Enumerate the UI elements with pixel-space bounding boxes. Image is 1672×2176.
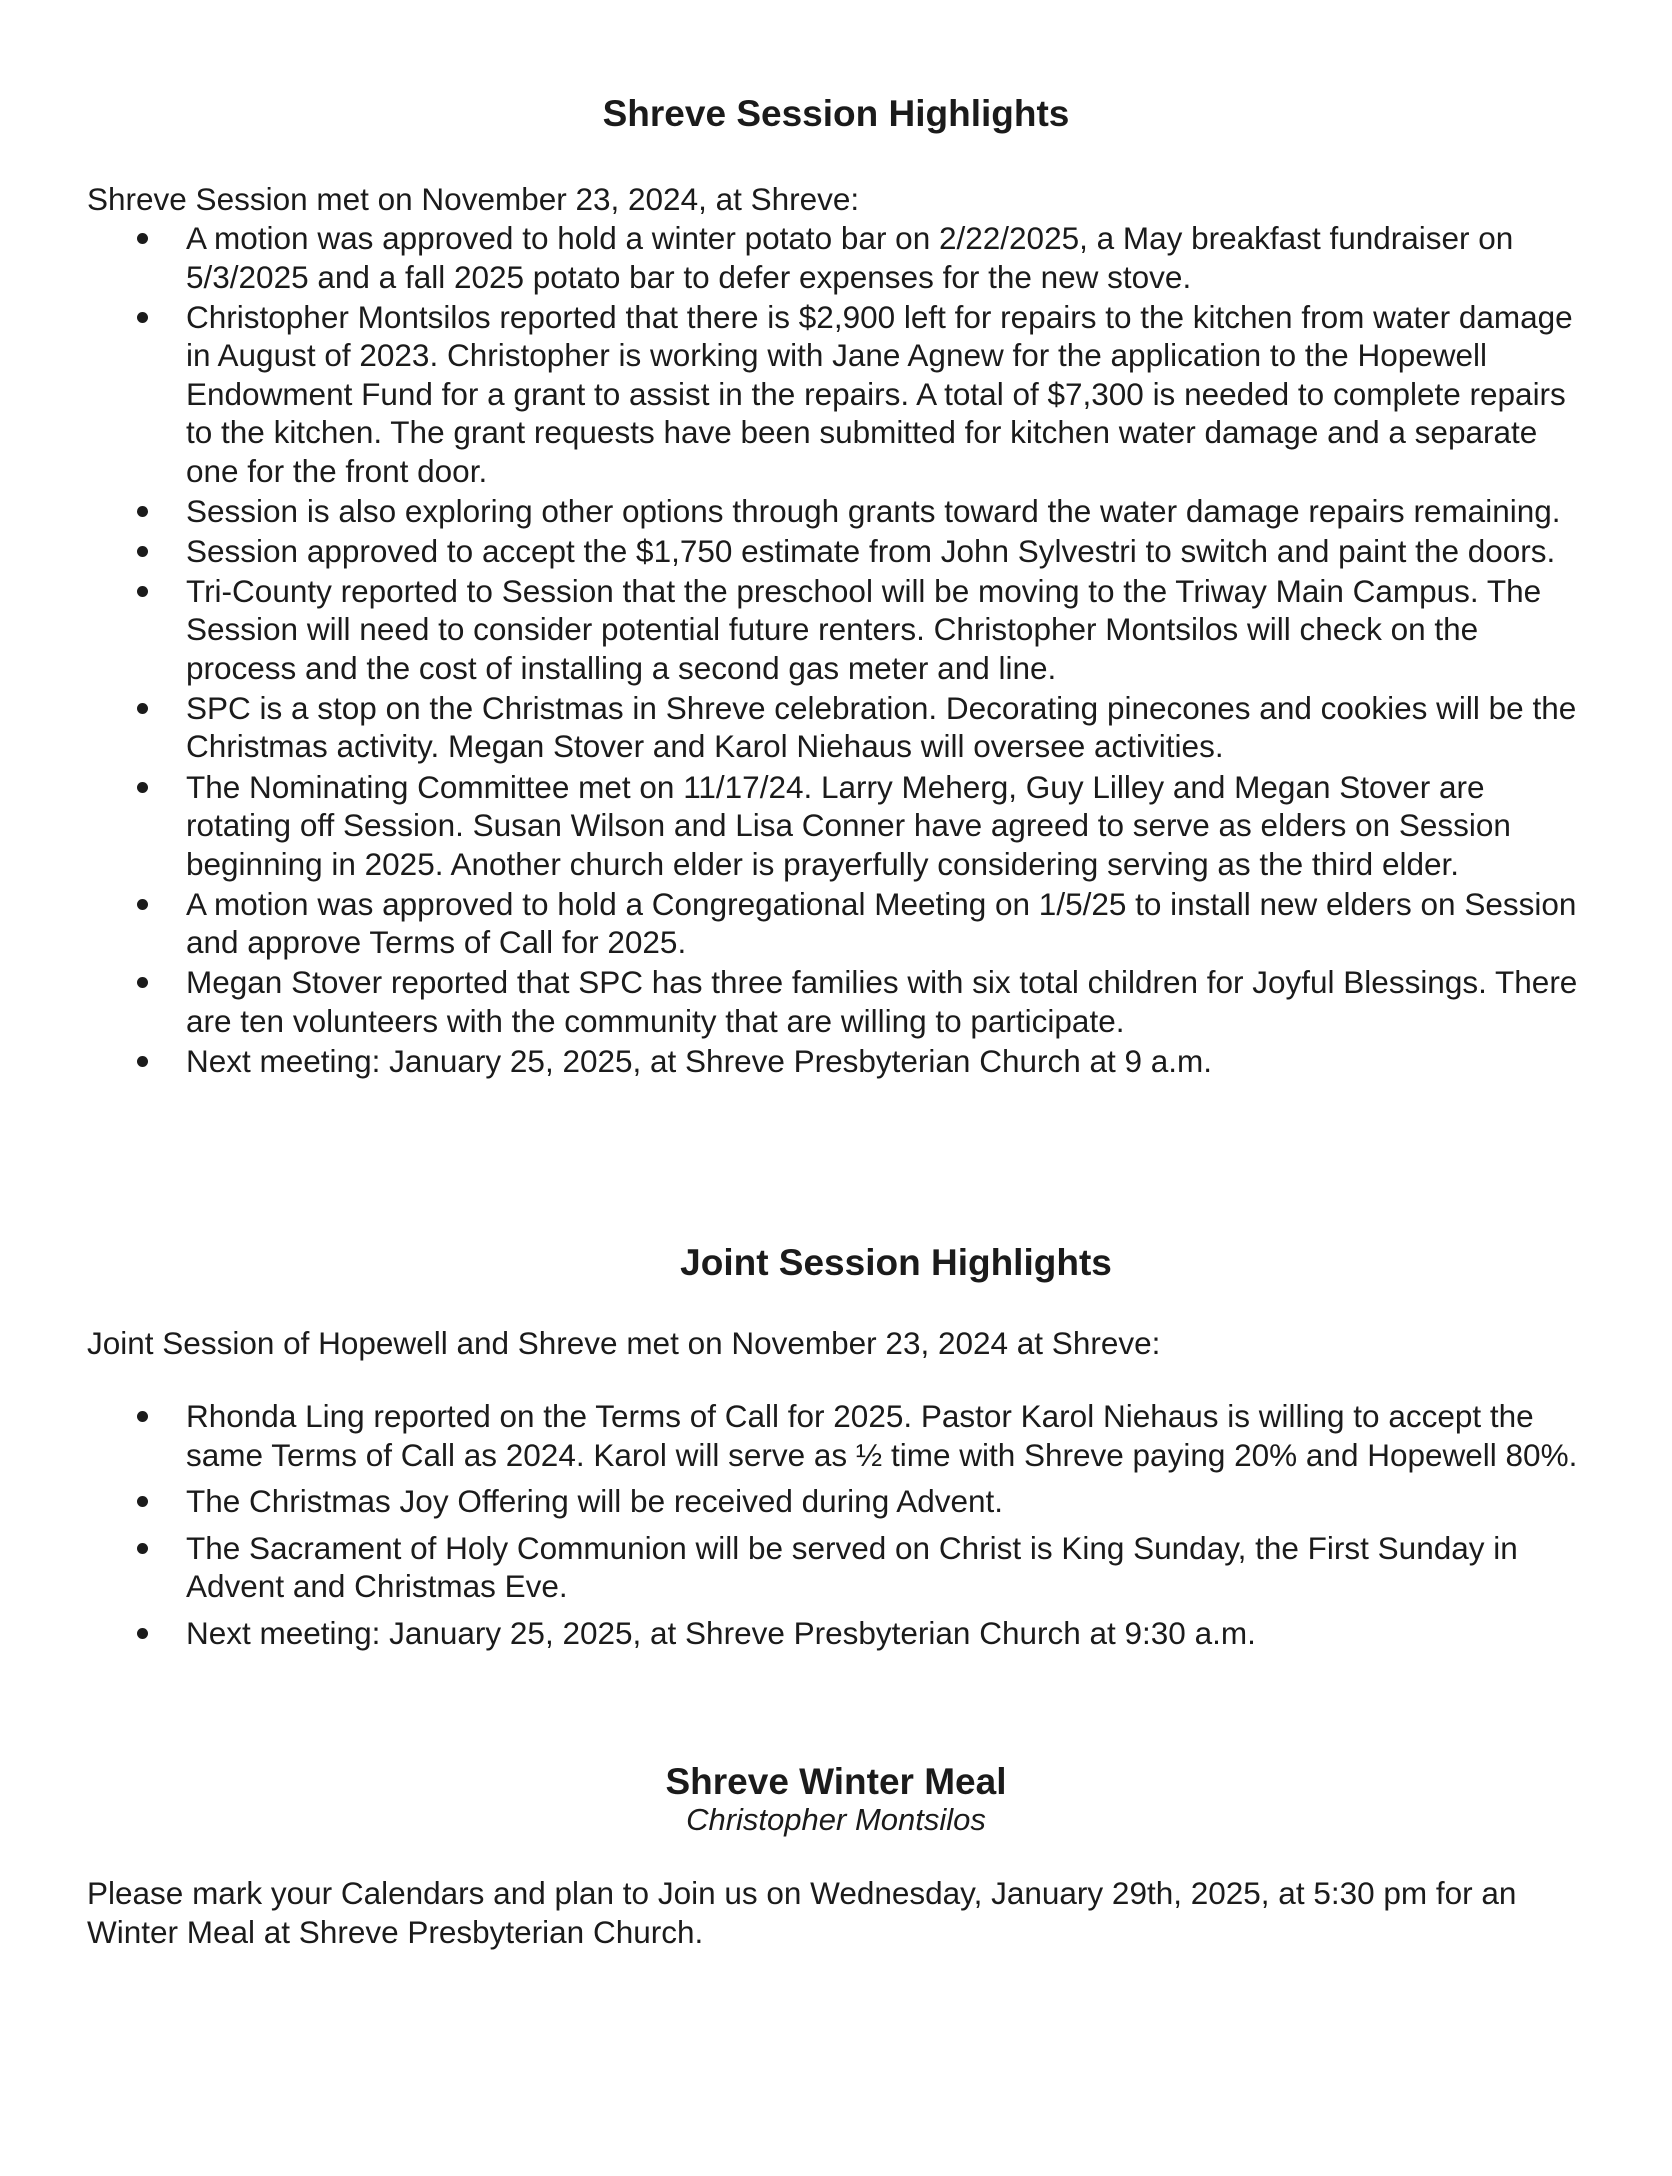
list-item-text: A motion was approved to hold a winter potato bar on 2/22/2025, a May breakfast fundraiser on 5/3/2025 and a fall 2025 potato bar to defer expenses for the new stove. xyxy=(186,220,1514,295)
list-item xyxy=(87,572,1587,688)
list-item-text: Session is also exploring other options through grants toward the water damage repairs remaining. xyxy=(186,492,1561,529)
joint-session-intro: Joint Session of Hopewell and Shreve met on November 23, 2024 at Shreve: xyxy=(87,1325,1161,1361)
list-item-text: The Christmas Joy Offering will be received during Advent. xyxy=(186,1483,1004,1519)
bullet-icon xyxy=(137,1056,148,1067)
list-item-text: Christopher Montsilos reported that there is $2,900 left for repairs to the kitchen from water damage in August of 2023. Christopher is working with Jane Agnew for the application to the Hopewell Endowment Fund for a grant to assist in the repairs. A total of $7,300 is needed to complete repairs to the kitchen. The grant requests have been submitted for kitchen water damage and a separate one for the front door. xyxy=(186,298,1573,489)
list-item-text: The Nominating Committee met on 11/17/24. Larry Meherg, Guy Lilley and Megan Stover are rotating off Session. Susan Wilson and Lisa Conner have agreed to serve as elders on Session beginning in 2025. Another church elder is prayerfully considering serving as the third elder. xyxy=(186,768,1511,882)
list-item xyxy=(87,689,1587,766)
bullet-icon xyxy=(137,782,148,793)
list-item xyxy=(87,1397,1587,1474)
bullet-icon xyxy=(137,1628,148,1639)
shreve-session-list xyxy=(87,219,1587,1082)
bullet-icon xyxy=(137,312,148,323)
list-item-text: Next meeting: January 25, 2025, at Shreve Presbyterian Church at 9 a.m. xyxy=(186,1042,1213,1079)
winter-meal-author: Christopher Montsilos xyxy=(686,1802,986,1837)
bullet-icon xyxy=(137,506,148,517)
winter-meal-body: Please mark your Calendars and plan to Join us on Wednesday, January 29th, 2025, at 5:30 pm for an Winter Meal at Shreve Presbyterian Church. xyxy=(87,1875,1517,1950)
list-item-text: Session approved to accept the $1,750 estimate from John Sylvestri to switch and paint the doors. xyxy=(186,532,1556,569)
bullet-icon xyxy=(137,1496,148,1507)
bullet-icon xyxy=(137,1411,148,1422)
bullet-icon xyxy=(137,546,148,557)
list-item-text: A motion was approved to hold a Congregational Meeting on 1/5/25 to install new elders on Session and approve Terms of Call for 2025. xyxy=(186,885,1577,961)
bullet-icon xyxy=(137,1543,148,1554)
joint-session-title: Joint Session Highlights xyxy=(680,1242,1112,1283)
list-item-text: The Sacrament of Holy Communion will be served on Christ is King Sunday, the First Sunday in Advent and Christmas Eve. xyxy=(186,1529,1518,1604)
list-item xyxy=(87,298,1587,491)
list-item-text: Megan Stover reported that SPC has three families with six total children for Joyful Blessings. There are ten volunteers with the community that are willing to participate. xyxy=(186,964,1578,1039)
bullet-icon xyxy=(137,977,148,988)
list-item xyxy=(87,1482,1587,1521)
shreve-session-intro: Shreve Session met on November 23, 2024, at Shreve: xyxy=(87,181,860,217)
bullet-icon xyxy=(137,703,148,714)
bullet-icon xyxy=(137,586,148,597)
list-item xyxy=(87,963,1587,1040)
winter-meal-title: Shreve Winter Meal xyxy=(665,1761,1007,1802)
list-item xyxy=(87,492,1587,531)
list-item xyxy=(87,532,1587,571)
bullet-icon xyxy=(137,899,148,910)
list-item xyxy=(87,1042,1587,1081)
list-item-text: Next meeting: January 25, 2025, at Shreve Presbyterian Church at 9:30 a.m. xyxy=(186,1614,1256,1651)
list-item xyxy=(87,768,1587,884)
list-item xyxy=(87,219,1587,296)
list-item-text: SPC is a stop on the Christmas in Shreve celebration. Decorating pinecones and cookies will be the Christmas activity. Megan Stover and Karol Niehaus will oversee activities. xyxy=(186,689,1577,765)
list-item xyxy=(87,1529,1587,1606)
joint-session-list xyxy=(87,1397,1587,1660)
shreve-session-title: Shreve Session Highlights xyxy=(602,93,1070,134)
bullet-icon xyxy=(137,233,148,244)
list-item xyxy=(87,885,1587,962)
list-item-text: Tri-County reported to Session that the preschool will be moving to the Triway Main Campus. The Session will need to consider potential future renters. Christopher Montsilos will check on the process and the cost of installing a second gas meter and line. xyxy=(186,572,1542,686)
list-item xyxy=(87,1614,1587,1653)
list-item-text: Rhonda Ling reported on the Terms of Call for 2025. Pastor Karol Niehaus is willing to accept the same Terms of Call as 2024. Karol will serve as ½ time with Shreve paying 20% and Hopewell 80%. xyxy=(186,1398,1578,1473)
